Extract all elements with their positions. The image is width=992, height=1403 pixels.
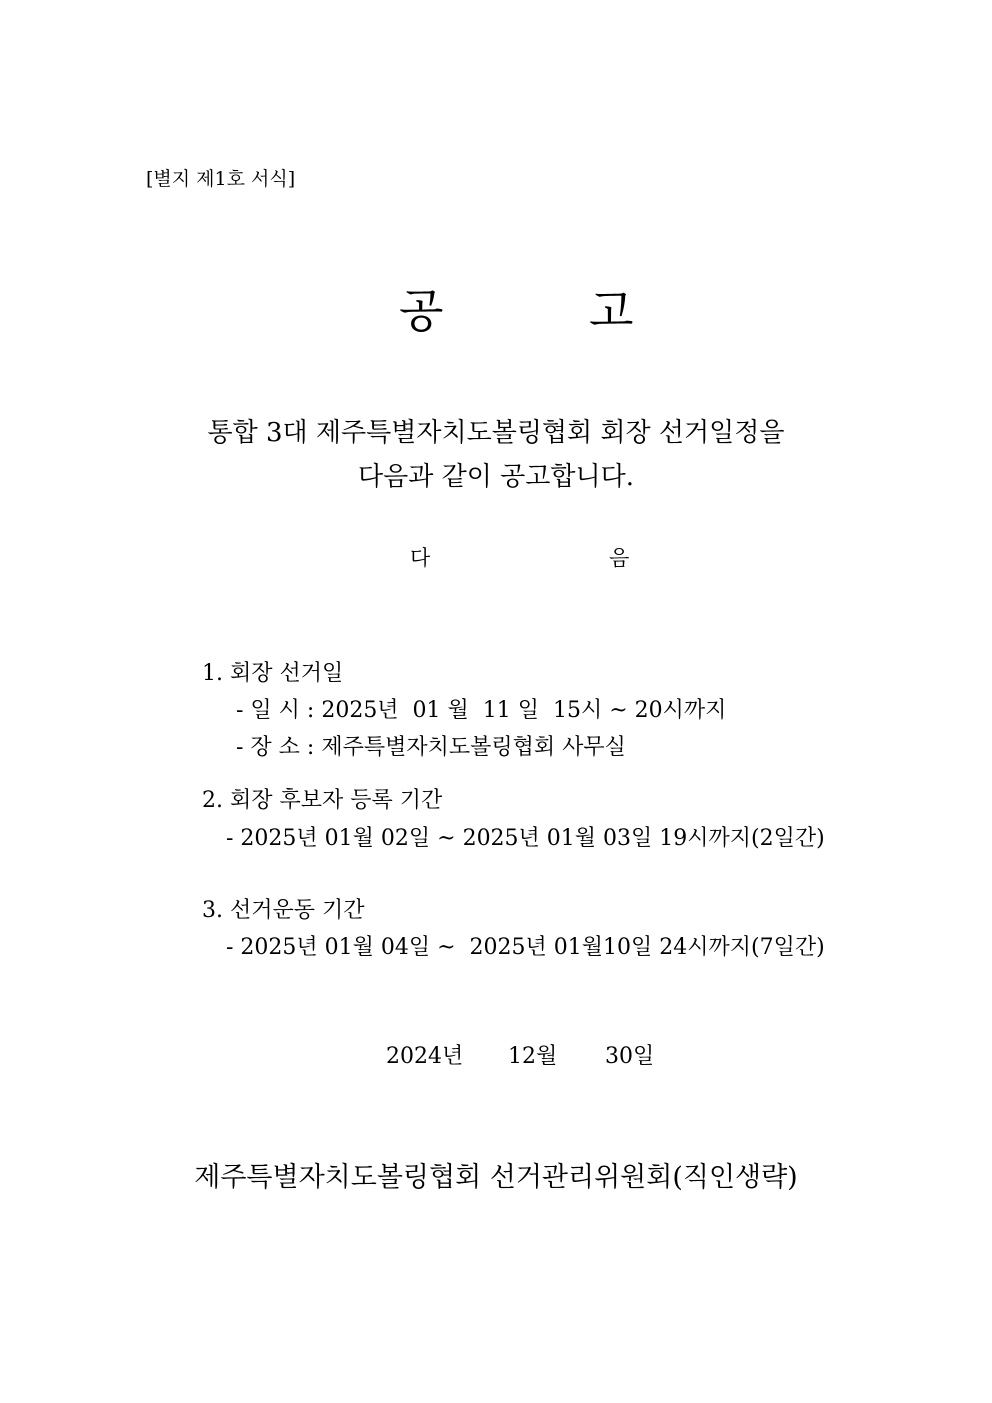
item-3-heading: 3. 선거운동 기간 bbox=[202, 898, 365, 923]
intro-line-2: 다음과 같이 공고합니다. bbox=[358, 462, 634, 492]
item-1-heading: 1. 회장 선거일 bbox=[202, 661, 344, 686]
date-year: 2024년 bbox=[386, 1044, 464, 1069]
item-2-detail-period: - 2025년 01월 02일 ~ 2025년 01월 03일 19시까지(2일간) bbox=[226, 826, 825, 851]
form-label: [별지 제1호 서식] bbox=[146, 168, 296, 190]
item-3-detail-period: - 2025년 01월 04일 ~ 2025년 01월10일 24시까지(7일간) bbox=[226, 935, 825, 960]
intro-line-1: 통합 3대 제주특별자치도볼링협회 회장 선거일정을 bbox=[207, 418, 785, 448]
issuer-signature: 제주특별자치도볼링협회 선거관리위원회(직인생략) bbox=[194, 1162, 798, 1193]
announcement-date bbox=[0, 1046, 992, 1076]
section-separator bbox=[0, 548, 992, 578]
item-1-detail-location: - 장 소 : 제주특별자치도볼링협회 사무실 bbox=[236, 735, 626, 760]
title-char-1: 공 bbox=[399, 284, 444, 338]
document-title bbox=[0, 284, 992, 338]
separator-char-1: 다 bbox=[410, 546, 431, 570]
item-1-detail-datetime: - 일 시 : 2025년 01 월 11 일 15시 ~ 20시까지 bbox=[236, 698, 727, 723]
separator-char-2: 음 bbox=[609, 546, 630, 570]
item-2-heading: 2. 회장 후보자 등록 기간 bbox=[202, 788, 443, 813]
date-day: 30일 bbox=[605, 1044, 655, 1069]
date-month: 12월 bbox=[508, 1044, 558, 1069]
title-char-2: 고 bbox=[589, 284, 634, 338]
